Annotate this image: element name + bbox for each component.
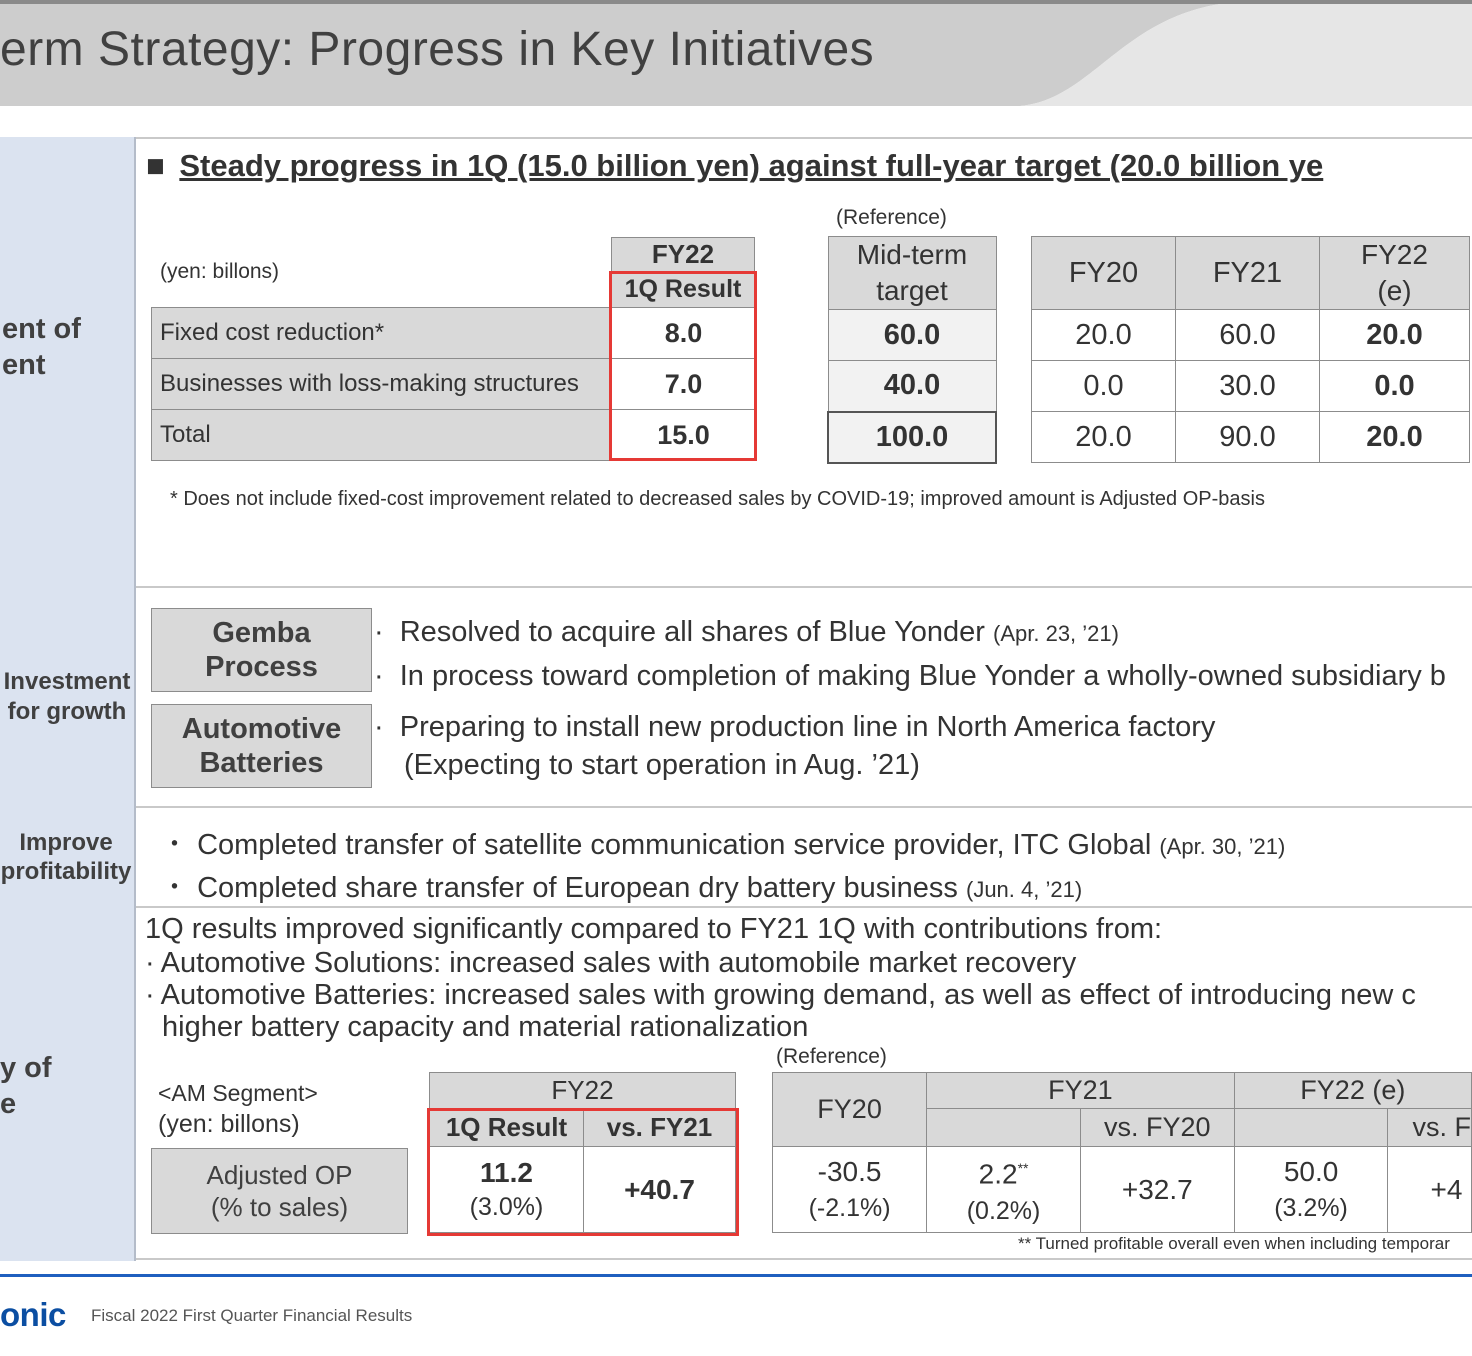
vs-fy21-header: vs. FY21 — [584, 1109, 736, 1147]
table-row — [152, 410, 756, 461]
table-row — [152, 359, 756, 410]
investment-item-3: · Preparing to install new production line in North America factory — [374, 711, 1216, 743]
company-logo: onic — [0, 1296, 66, 1333]
cell: 20.0 — [1032, 310, 1176, 361]
section1-heading-text: Steady progress in 1Q (15.0 billion yen) against full-year target (20.0 billion ye — [179, 148, 1324, 183]
table-row — [1032, 412, 1470, 463]
am-line-1: · Automotive Solutions: increased sales with automobile market recovery — [145, 947, 1077, 979]
midterm-value: 100.0 — [828, 412, 996, 463]
fy22-header-2: FY22 — [430, 1073, 736, 1109]
fy20-value-cell: -30.5 (-2.1%) — [773, 1147, 927, 1233]
am-intro: 1Q results improved significantly compared to FY21 1Q with contributions from: — [145, 913, 1163, 945]
reference-label-2: (Reference) — [776, 1045, 887, 1068]
investment-item-1: · Resolved to acquire all shares of Blue Yonder (Apr. 23, ’21) — [374, 616, 1119, 648]
fy22e-header: FY22 (e) — [1234, 1073, 1471, 1109]
footnote-1: * Does not include fixed-cost improvement related to decreased sales by COVID-19; improved amount is Adjusted OP-basis — [170, 488, 1265, 510]
page-title: erm Strategy: Progress in Key Initiatives — [0, 23, 875, 76]
side-label-3: Improve profitability — [0, 829, 132, 885]
divider-top — [136, 137, 1472, 139]
table-row — [1032, 361, 1470, 412]
am-reference-table — [772, 1072, 1472, 1233]
investment-item-2: · In process toward completion of making Blue Yonder a wholly-owned subsidiary b — [374, 660, 1446, 692]
investment-item-3-sub: (Expecting to start operation in Aug. ’21) — [404, 749, 920, 781]
divider-3 — [136, 906, 1472, 908]
row-label: Businesses with loss-making structures — [152, 359, 612, 410]
midterm-value: 40.0 — [828, 361, 996, 412]
table-row — [1032, 310, 1470, 361]
square-bullet-icon: ■ — [146, 148, 165, 183]
table-row — [152, 308, 756, 359]
profitability-item-2: ・ Completed share transfer of European dry battery business (Jun. 4, ’21) — [160, 872, 1083, 904]
divider-1 — [136, 586, 1472, 588]
divider-2 — [136, 806, 1472, 808]
slide-header — [0, 0, 1472, 110]
fy22-header: FY22 — [611, 237, 755, 271]
midterm-table — [827, 236, 997, 464]
side-label-1: ent of ent — [2, 313, 81, 381]
year-header: FY20 — [1032, 237, 1176, 310]
year-header: FY21 — [1176, 237, 1320, 310]
side-label-2: Investment for growth — [3, 668, 131, 725]
row-label: Fixed cost reduction* — [152, 308, 612, 359]
cell: 30.0 — [1176, 361, 1320, 412]
footer-text: Fiscal 2022 First Quarter Financial Results — [91, 1306, 413, 1325]
am-line-3: higher battery capacity and material rationalization — [162, 1011, 809, 1043]
footnote-2: ** Turned profitable overall even when including temporar — [1018, 1234, 1450, 1253]
divider-bottom — [136, 1258, 1472, 1260]
result-value-cell: 11.2 (3.0%) — [430, 1147, 584, 1233]
am-result-table — [429, 1072, 736, 1233]
vs-fy21-cut-header: vs. F — [1388, 1109, 1472, 1147]
unit-label-2: (yen: billons) — [158, 1110, 300, 1138]
fy21-header: FY21 — [927, 1073, 1235, 1109]
am-line-2: · Automotive Batteries: increased sales with growing demand, as well as effect of introducing new c — [145, 979, 1416, 1011]
result-header: 1Q Result — [611, 271, 755, 307]
cell: 20.0 — [1320, 310, 1470, 361]
empty-header — [1234, 1109, 1388, 1147]
fy22e-vs-cell: +4 — [1388, 1147, 1472, 1233]
adjusted-op-label: Adjusted OP (% to sales) — [151, 1148, 408, 1234]
result-value: 15.0 — [612, 410, 756, 461]
footer-rule — [0, 1274, 1472, 1277]
cost-reduction-table — [151, 307, 756, 461]
side-label-4: y of e — [0, 1052, 52, 1120]
cell: 90.0 — [1176, 412, 1320, 463]
reference-label-1: (Reference) — [836, 206, 947, 229]
section1-heading — [146, 148, 1323, 184]
fy21-vs-cell: +32.7 — [1080, 1147, 1234, 1233]
yearly-table — [1031, 236, 1470, 463]
profitability-item-1: ・ Completed transfer of satellite communication service provider, ITC Global (Apr. 30, ’21) — [160, 829, 1286, 861]
result-header-2: 1Q Result — [430, 1109, 584, 1147]
year-header: FY22 (e) — [1320, 237, 1470, 310]
result-value: 8.0 — [612, 308, 756, 359]
unit-label-1: (yen: billons) — [160, 260, 280, 283]
fy21-value-cell: 2.2** (0.2%) — [927, 1147, 1081, 1233]
midterm-header: Mid-term target — [828, 237, 996, 310]
cell: 20.0 — [1032, 412, 1176, 463]
fy20-header: FY20 — [773, 1073, 927, 1147]
cell: 20.0 — [1320, 412, 1470, 463]
cell: 0.0 — [1320, 361, 1470, 412]
result-value: 7.0 — [612, 359, 756, 410]
vs-fy20-header: vs. FY20 — [1080, 1109, 1234, 1147]
fy22e-value-cell: 50.0 (3.2%) — [1234, 1147, 1388, 1233]
empty-header — [927, 1109, 1081, 1147]
gemba-process-box: Gemba Process — [151, 608, 372, 692]
row-label: Total — [152, 410, 612, 461]
midterm-value: 60.0 — [828, 310, 996, 361]
automotive-batteries-box: Automotive Batteries — [151, 704, 372, 788]
cell: 60.0 — [1176, 310, 1320, 361]
segment-label: <AM Segment> — [158, 1080, 318, 1106]
result-vs-cell: +40.7 — [584, 1147, 736, 1233]
cell: 0.0 — [1032, 361, 1176, 412]
